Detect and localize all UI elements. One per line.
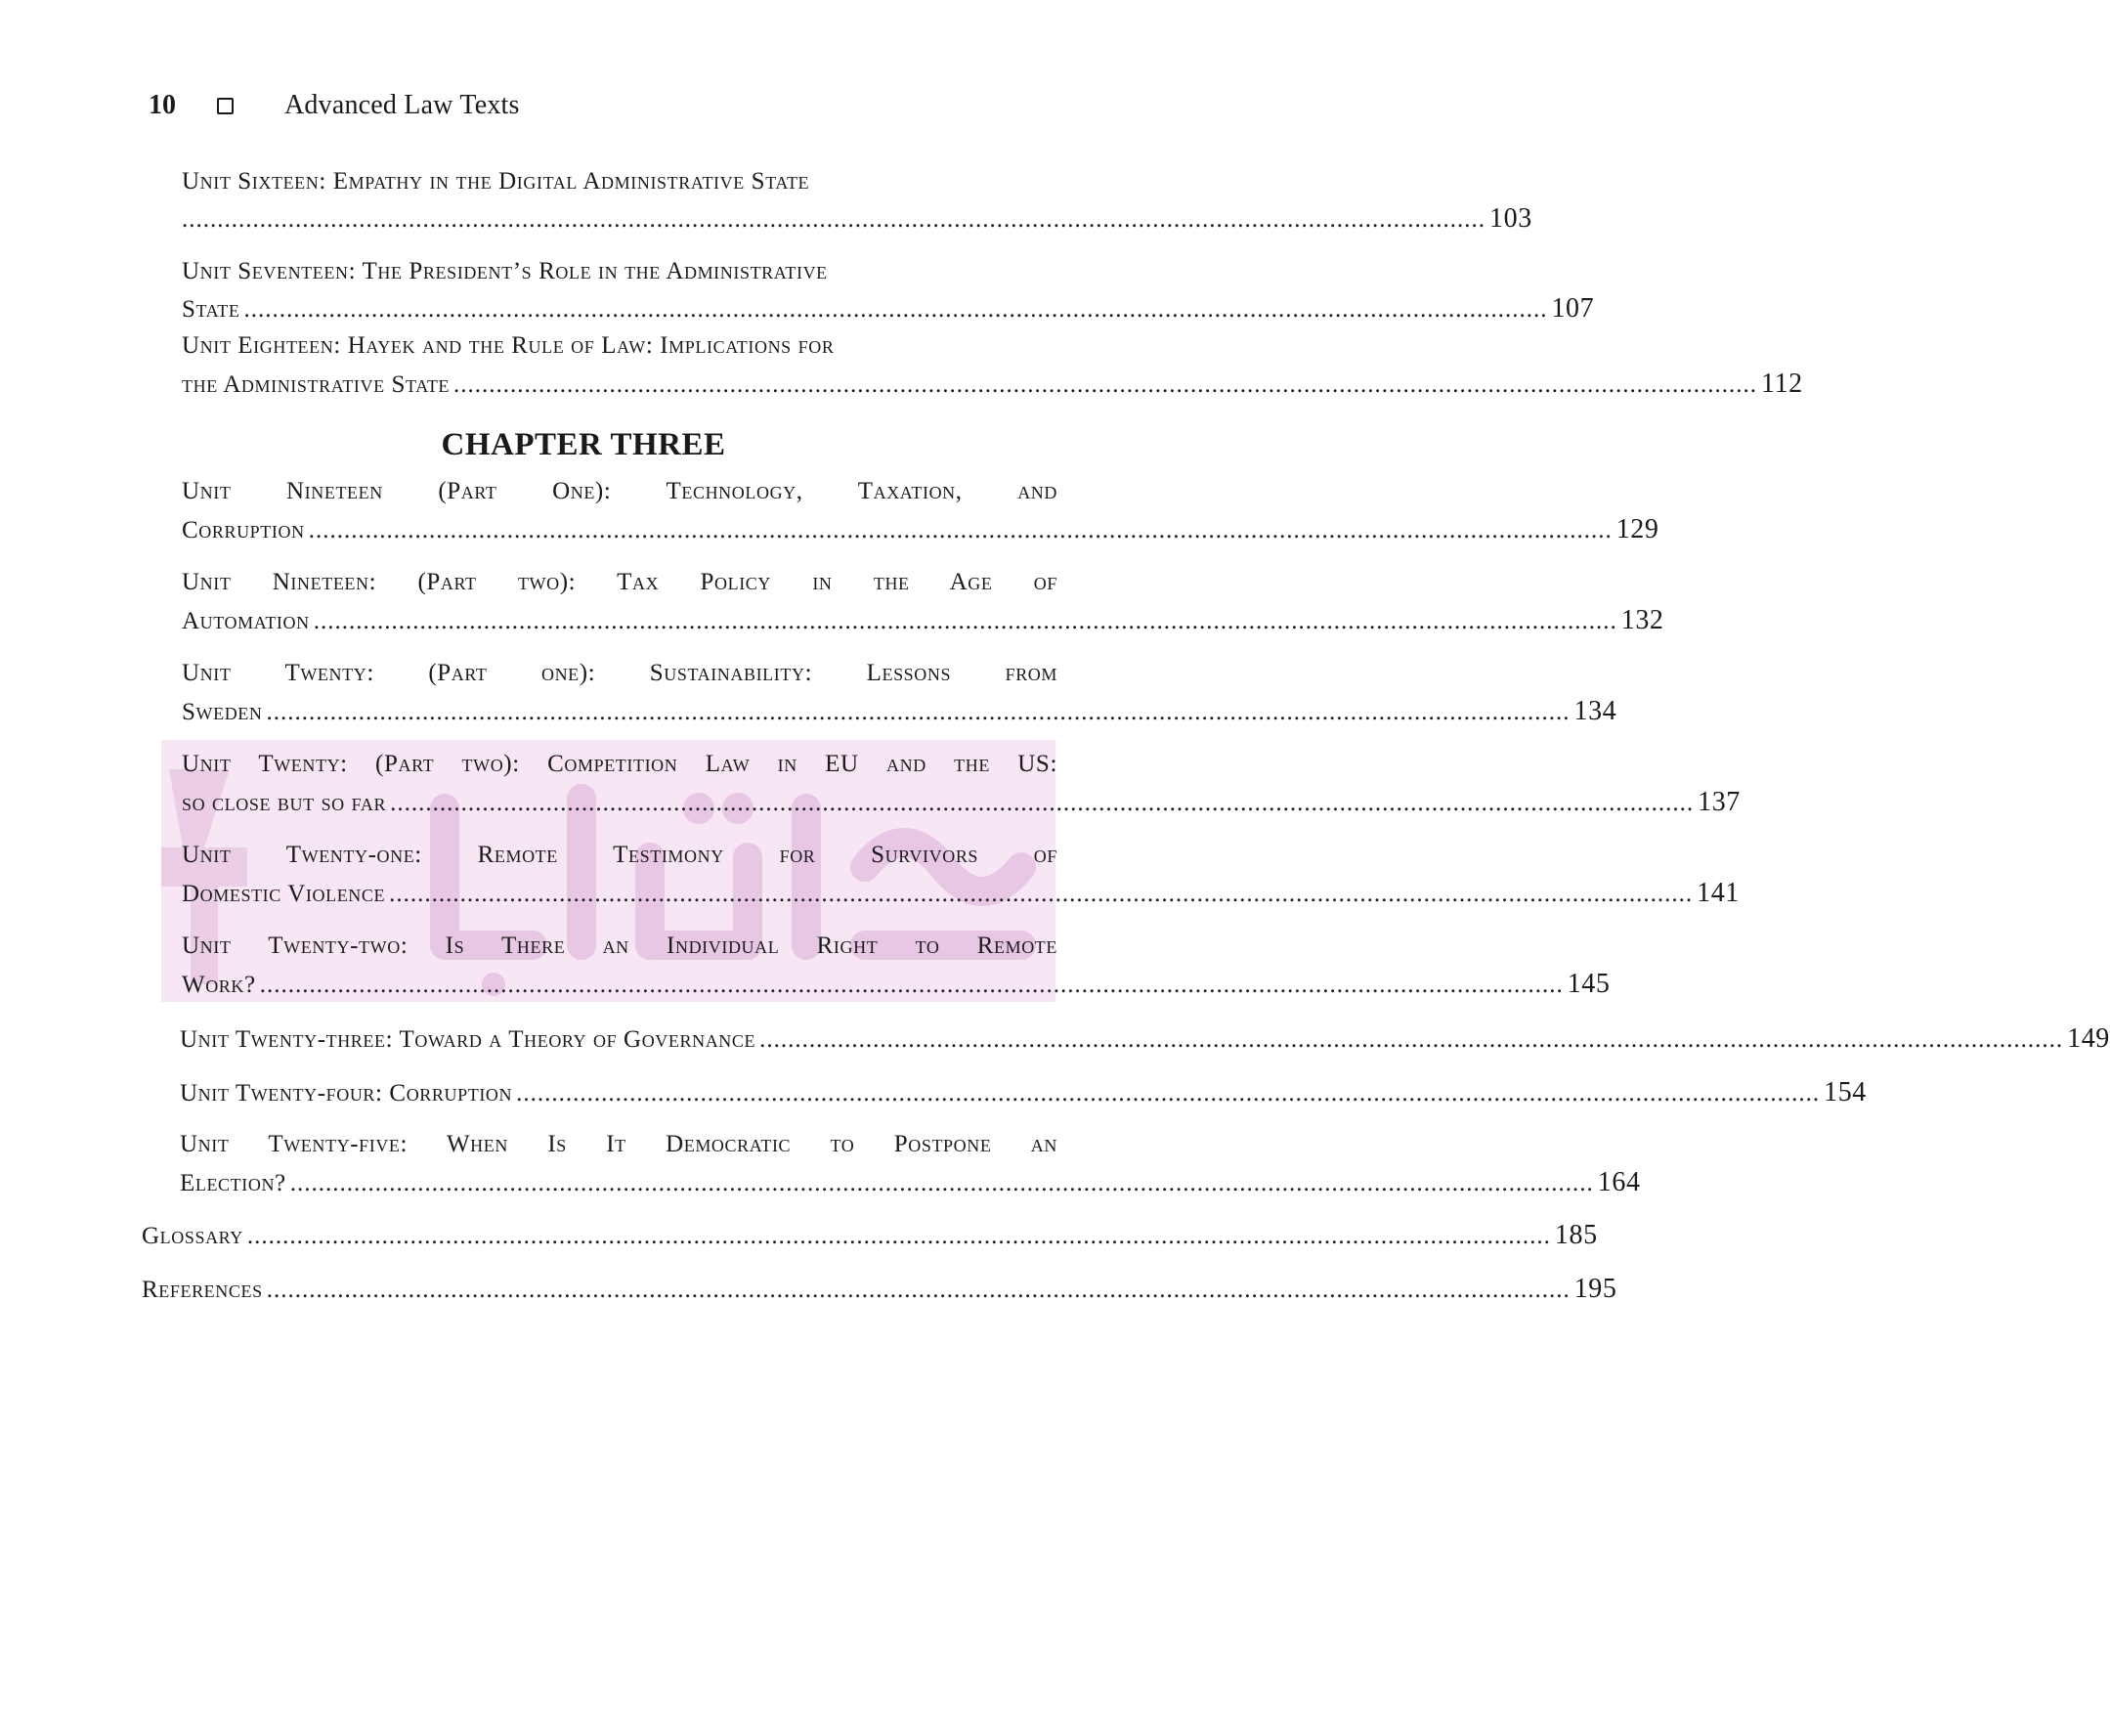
toc-page-number: 195 (1573, 1274, 1617, 1304)
toc-entry-title: Unit Seventeen: The President’s Role in the Administrative (182, 258, 828, 284)
toc-entry-line (182, 293, 1595, 325)
leader-dots: ........................................................................................................................................................................................ (182, 206, 1486, 233)
toc-entry-line (182, 787, 1741, 818)
leader-dots: ........................................................................................................................................................................................ (259, 972, 1564, 998)
toc-entry-line (180, 1077, 1867, 1108)
leader-dots: ........................................................................................................................................................................................ (266, 699, 1571, 725)
toc-entry-title: Unit Twenty-one: Remote Testimony for Survivors of (182, 842, 1057, 868)
toc-entry-line (182, 369, 1803, 400)
toc-page-number: 132 (1620, 605, 1664, 635)
toc-entry-title-cont: Election? (180, 1170, 286, 1196)
toc-entry-title: References (142, 1277, 263, 1303)
toc-page-number: 107 (1551, 293, 1595, 324)
toc-page-number: 164 (1597, 1167, 1641, 1197)
leader-dots: ........................................................................................................................................................................................ (453, 371, 1758, 398)
toc-page-number: 129 (1615, 514, 1659, 544)
toc-entry-title-cont: Automation (182, 608, 310, 634)
toc-entry-title-cont: the Administrative State (182, 371, 451, 398)
chapter-heading: CHAPTER THREE (441, 427, 726, 462)
leader-dots: ........................................................................................................................................................................................ (246, 1223, 1551, 1249)
toc-entry-title: Unit Nineteen: (Part two): Tax Policy in the Age of (182, 569, 1057, 595)
toc-page-number: 145 (1567, 969, 1611, 999)
toc-page-number: 134 (1573, 696, 1617, 726)
page-number: 10 (149, 90, 176, 120)
toc-entry-title: Unit Twenty-five: When Is It Democratic to Postpone an (180, 1131, 1057, 1157)
toc-entry-line (182, 203, 1532, 235)
leader-dots: ........................................................................................................................................................................................ (243, 296, 1548, 323)
leader-dots: ........................................................................................................................................................................................ (266, 1277, 1571, 1303)
toc-entry-title: Unit Twenty: (Part two): Competition Law in EU and the US: (182, 751, 1057, 777)
leader-dots: ........................................................................................................................................................................................ (516, 1080, 1821, 1107)
toc-entry-title: Unit Twenty-three: Toward a Theory of Governance (180, 1026, 756, 1053)
toc-entry-title-cont: Work? (182, 972, 256, 998)
toc-page-number: 149 (2067, 1023, 2110, 1054)
leader-dots: ........................................................................................................................................................................................ (759, 1026, 2064, 1053)
toc-entry-line (180, 1167, 1641, 1198)
toc-entry-title-cont: Corruption (182, 517, 305, 543)
toc-entry-line (182, 514, 1659, 545)
toc-entry-title: Unit Nineteen (Part One): Technology, Taxation, and (182, 478, 1057, 504)
toc-page-number: 112 (1761, 369, 1803, 399)
toc-page-number: 141 (1697, 878, 1740, 908)
toc-entry-title: Unit Twenty-two: Is There an Individual Right to Remote (182, 933, 1057, 959)
leader-dots: ........................................................................................................................................................................................ (308, 517, 1613, 543)
toc-entry-title: Unit Twenty: (Part one): Sustainability: Lessons from (182, 660, 1057, 686)
toc-entry-line (180, 1023, 2110, 1055)
toc-entry-title: Unit Twenty-four: Corruption (180, 1080, 513, 1107)
page-header (149, 86, 520, 125)
toc-entry-line (182, 605, 1664, 636)
leader-dots: ........................................................................................................................................................................................ (289, 1170, 1594, 1196)
square-bullet-icon (217, 98, 234, 114)
toc-entry-title-cont: so close but so far (182, 790, 387, 816)
toc-entry-line (142, 1274, 1617, 1305)
running-title: Advanced Law Texts (284, 90, 520, 120)
toc-entry-line (182, 878, 1740, 909)
toc-entry-title-cont: Domestic Violence (182, 881, 386, 907)
toc-page-number: 154 (1824, 1077, 1867, 1107)
toc-entry-line (182, 969, 1611, 1000)
toc-entry-line (182, 696, 1617, 727)
toc-page-number: 185 (1554, 1220, 1598, 1250)
leader-dots: ........................................................................................................................................................................................ (313, 608, 1617, 634)
toc-entry-line (142, 1220, 1598, 1251)
toc-entry-title-cont: Sweden (182, 699, 263, 725)
toc-page-number: 103 (1489, 203, 1532, 234)
toc-entry-title: Glossary (142, 1223, 243, 1249)
leader-dots: ........................................................................................................................................................................................ (390, 790, 1695, 816)
toc-page-number: 137 (1698, 787, 1741, 817)
toc-entry-title: Unit Eighteen: Hayek and the Rule of Law: Implications for (182, 332, 835, 359)
watermark-logo (161, 740, 1055, 1002)
leader-dots: ........................................................................................................................................................................................ (389, 881, 1694, 907)
toc-entry-title-cont: State (182, 296, 240, 323)
toc-entry-title: Unit Sixteen: Empathy in the Digital Administrative State (182, 168, 810, 195)
